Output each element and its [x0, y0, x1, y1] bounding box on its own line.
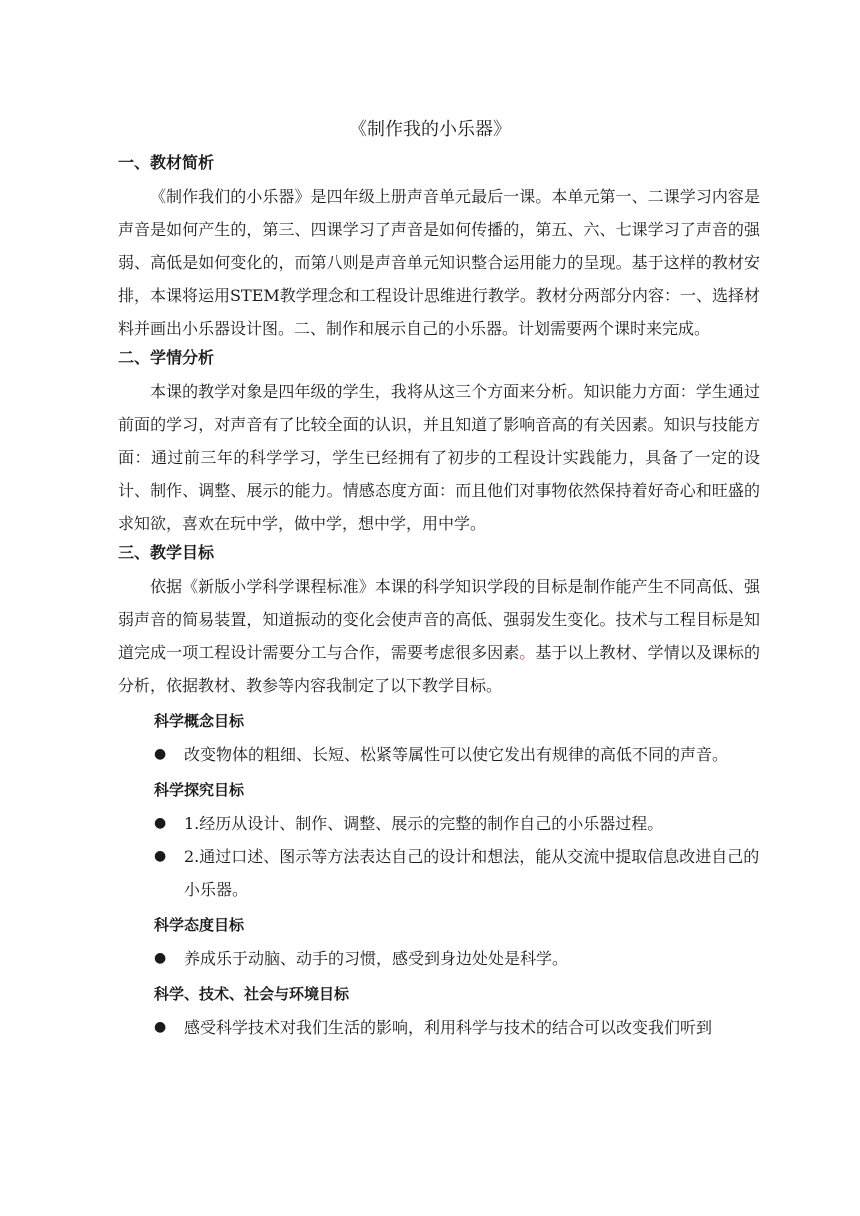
- goal-item: [118, 942, 760, 975]
- objectives-red-mark: 。: [519, 643, 536, 662]
- bullet-icon: ●: [154, 848, 167, 864]
- goal-item: [118, 807, 760, 840]
- goal-item-text: 1.经历从设计、制作、调整、展示的完整的制作自己的小乐器过程。: [184, 814, 664, 833]
- goal-label-sts: 科学、技术、社会与环境目标: [154, 985, 350, 1003]
- goal-label-concept: 科学概念目标: [154, 712, 245, 730]
- goal-item-text: 2.通过口述、图示等方法表达自己的设计和想法，能从交流中提取信息改进自己的小乐器。: [184, 847, 760, 899]
- goal-item-text: 感受科学技术对我们生活的影响，利用科学与技术的结合可以改变我们听到: [184, 1018, 713, 1037]
- objectives-text-part1: 依据《新版小学科学课程标准》本课的科学知识学段的目标是制作能产生不同高低、强弱声音的简易装置，知道振动的变化会使声音的高低、强弱发生变化。技术与工程目标是知道完成一项工程设计需要分工与合作，需要考虑很多因素: [118, 577, 760, 662]
- goal-item-text: 养成乐于动脑、动手的习惯，感受到身边处处是科学。: [184, 949, 569, 968]
- document-title: 《制作我的小乐器》: [349, 119, 511, 140]
- goal-item: [118, 840, 760, 906]
- bullet-icon: ●: [154, 746, 167, 762]
- objectives-text-part2: 基于以上教材、学情以及课标的分析，依据教材、教参等内容我制定了以下教学目标。: [118, 643, 760, 695]
- goal-item: [118, 738, 760, 771]
- section-paragraph-students: 本课的教学对象是四年级的学生，我将从这三个方面来分析。知识能力方面：学生通过前面的学习，对声音有了比较全面的认识，并且知道了影响音高的有关因素。知识与技能方面：通过前三年的科学学习，学生已经拥有了初步的工程设计实践能力，具备了一定的设计、制作、调整、展示的能力。情感态度方面：而且他们对事物依然保持着好奇心和旺盛的求知欲，喜欢在玩中学，做中学，想中学，用中学。: [118, 382, 760, 533]
- bullet-icon: ●: [154, 950, 167, 966]
- section-paragraph-objectives: [118, 570, 760, 702]
- bullet-icon: ●: [154, 815, 167, 831]
- goal-label-inquiry: 科学探究目标: [154, 781, 245, 799]
- goal-item: [118, 1011, 760, 1044]
- section-heading-students: 二、学情分析: [118, 348, 215, 367]
- goal-item-text: 改变物体的粗细、长短、松紧等属性可以使它发出有规律的高低不同的声音。: [184, 745, 729, 764]
- section-heading-materials: 一、教材简析: [118, 153, 215, 172]
- section-paragraph-materials: 《制作我们的小乐器》是四年级上册声音单元最后一课。本单元第一、二课学习内容是声音是如何产生的，第三、四课学习了声音是如何传播的，第五、六、七课学习了声音的强弱、高低是如何变化的，而第八则是声音单元知识整合运用能力的呈现。基于这样的教材安排，本课将运用STEM教学理念和工程设计思维进行教学。教材分两部分内容：一、选择材料并画出小乐器设计图。二、制作和展示自己的小乐器。计划需要两个课时来完成。: [118, 187, 760, 338]
- bullet-icon: ●: [154, 1019, 167, 1035]
- goal-label-attitude: 科学态度目标: [154, 916, 245, 934]
- section-heading-objectives: 三、教学目标: [118, 543, 215, 562]
- document-body: [118, 152, 760, 1044]
